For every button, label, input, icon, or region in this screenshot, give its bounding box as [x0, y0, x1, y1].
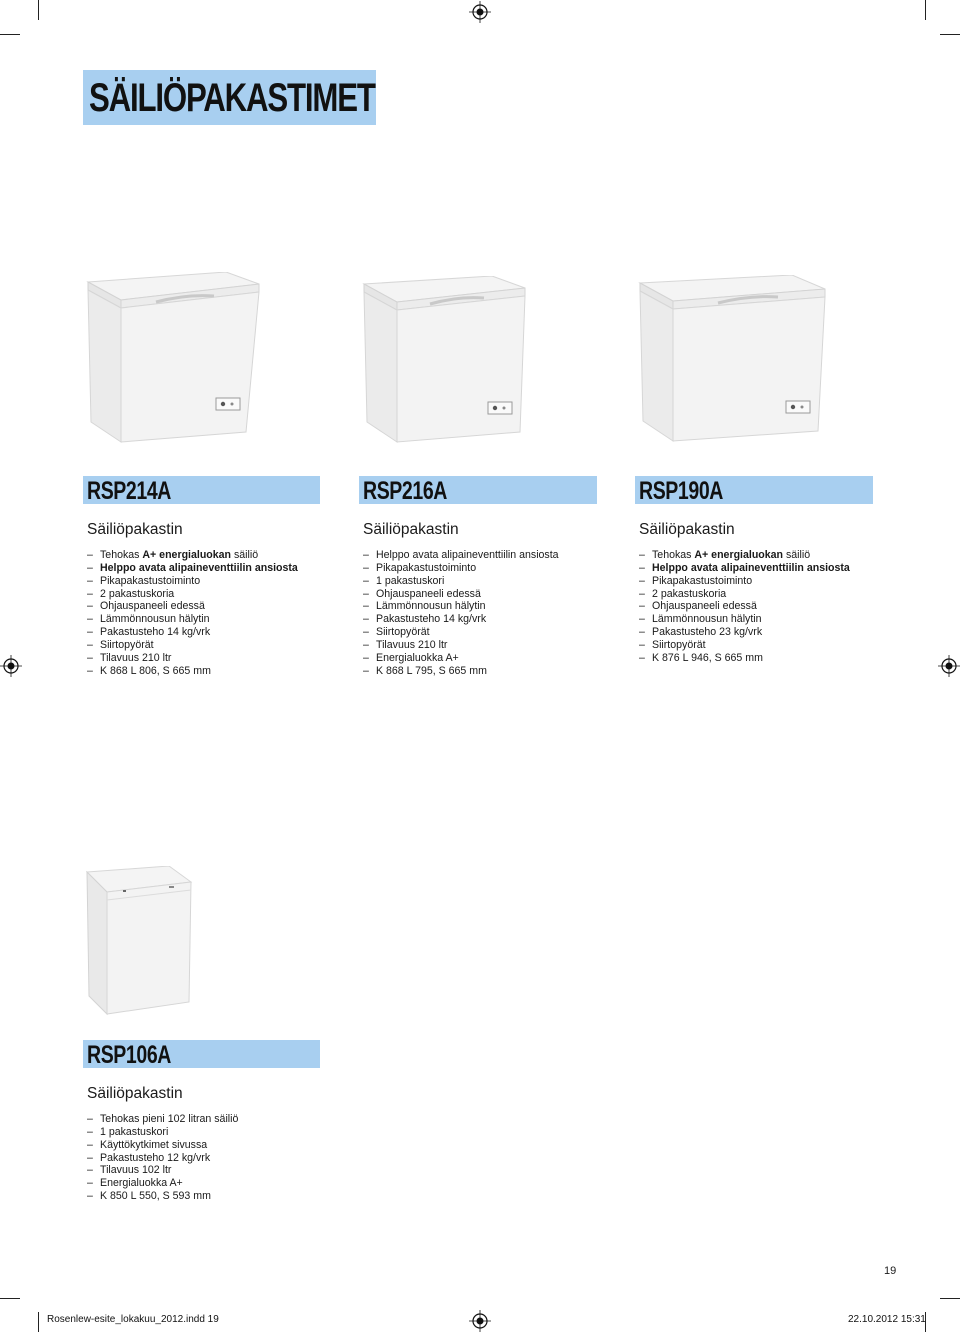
feature-item: – Lämmönnousun hälytin — [87, 613, 298, 626]
feature-item: – Energialuokka A+ — [363, 652, 559, 665]
crop-mark-icon — [0, 34, 20, 35]
feature-highlight: Helppo avata alipaineventtiilin ansiosta — [652, 561, 850, 574]
crop-mark-icon — [38, 1312, 39, 1332]
feature-item: – 2 pakastuskoria — [87, 588, 298, 601]
model-name: RSP216A — [363, 477, 447, 505]
feature-item: – Pikapakastustoiminto — [87, 575, 298, 588]
slug-date: 22.10.2012 15:31 — [848, 1314, 926, 1325]
feature-item: – Ohjauspaneeli edessä — [363, 588, 559, 601]
feature-item: – Helppo avata alipaineventtiilin ansiosta — [363, 549, 559, 562]
feature-item: – Lämmönnousun hälytin — [363, 600, 559, 613]
product-subtitle: Säiliöpakastin — [639, 521, 735, 538]
feature-item: – Siirtopyörät — [639, 639, 850, 652]
product-image-rsp190a — [638, 275, 828, 443]
slug-file-name: Rosenlew-esite_lokakuu_2012.indd 19 — [47, 1314, 219, 1325]
feature-item: – Pikapakastustoiminto — [639, 575, 850, 588]
feature-item: – Pakastusteho 12 kg/vrk — [87, 1152, 238, 1165]
product-image-rsp214a — [86, 272, 262, 444]
crop-mark-icon — [940, 34, 960, 35]
feature-item: – K 868 L 806, S 665 mm — [87, 665, 298, 678]
model-header-rsp216a — [359, 476, 597, 504]
model-header-rsp190a — [635, 476, 873, 504]
feature-item: – K 868 L 795, S 665 mm — [363, 665, 559, 678]
feature-item: – Energialuokka A+ — [87, 1177, 238, 1190]
feature-item: – 2 pakastuskoria — [639, 588, 850, 601]
feature-item: – Ohjauspaneeli edessä — [639, 600, 850, 613]
feature-item: – Lämmönnousun hälytin — [639, 613, 850, 626]
product-subtitle: Säiliöpakastin — [87, 1085, 183, 1102]
product-image-rsp106a — [85, 866, 193, 1016]
product-subtitle: Säiliöpakastin — [87, 521, 183, 538]
model-name: RSP190A — [639, 477, 723, 505]
feature-item: – Pakastusteho 14 kg/vrk — [87, 626, 298, 639]
feature-list-rsp216a — [363, 549, 559, 677]
feature-highlight: Helppo avata alipaineventtiilin ansiosta — [100, 561, 298, 574]
feature-item: – 1 pakastuskori — [87, 1126, 238, 1139]
page-number: 19 — [884, 1265, 897, 1277]
crop-mark-icon — [0, 1298, 20, 1299]
product-subtitle: Säiliöpakastin — [363, 521, 459, 538]
feature-item — [639, 562, 850, 575]
product-image-rsp216a — [362, 276, 528, 444]
feature-item: – Pakastusteho 23 kg/vrk — [639, 626, 850, 639]
feature-item: – 1 pakastuskori — [363, 575, 559, 588]
feature-item: – Käyttökytkimet sivussa — [87, 1139, 238, 1152]
feature-item: – Ohjauspaneeli edessä — [87, 600, 298, 613]
model-header-rsp214a — [83, 476, 320, 504]
registration-target-icon — [0, 655, 22, 677]
feature-item: – Tehokas A+ energialuokan säiliö — [639, 549, 850, 562]
model-name: RSP106A — [87, 1041, 171, 1069]
page-title — [83, 70, 376, 125]
feature-item: – Siirtopyörät — [87, 639, 298, 652]
feature-item: – Pakastusteho 14 kg/vrk — [363, 613, 559, 626]
registration-target-icon — [469, 1, 491, 23]
feature-item: – Pikapakastustoiminto — [363, 562, 559, 575]
feature-item: – Tilavuus 102 ltr — [87, 1164, 238, 1177]
crop-mark-icon — [38, 0, 39, 20]
feature-highlight: A+ energialuokan — [142, 549, 232, 561]
feature-highlight: A+ energialuokan — [694, 549, 784, 561]
feature-item: – Siirtopyörät — [363, 626, 559, 639]
crop-mark-icon — [925, 0, 926, 20]
feature-item: – Tehokas A+ energialuokan säiliö — [87, 549, 298, 562]
feature-item: – K 876 L 946, S 665 mm — [639, 652, 850, 665]
registration-target-icon — [469, 1310, 491, 1332]
feature-list-rsp190a — [639, 549, 850, 665]
registration-target-icon — [938, 655, 960, 677]
feature-item — [87, 562, 298, 575]
feature-item: – Tehokas pieni 102 litran säiliö — [87, 1113, 238, 1126]
crop-mark-icon — [940, 1298, 960, 1299]
model-name: RSP214A — [87, 477, 171, 505]
feature-item: – K 850 L 550, S 593 mm — [87, 1190, 238, 1203]
feature-item: – Tilavuus 210 ltr — [363, 639, 559, 652]
feature-list-rsp214a — [87, 549, 298, 677]
page-title-text: SÄILIÖPAKASTIMET — [89, 76, 375, 120]
feature-list-rsp106a — [87, 1113, 238, 1203]
feature-item: – Tilavuus 210 ltr — [87, 652, 298, 665]
model-header-rsp106a — [83, 1040, 320, 1068]
